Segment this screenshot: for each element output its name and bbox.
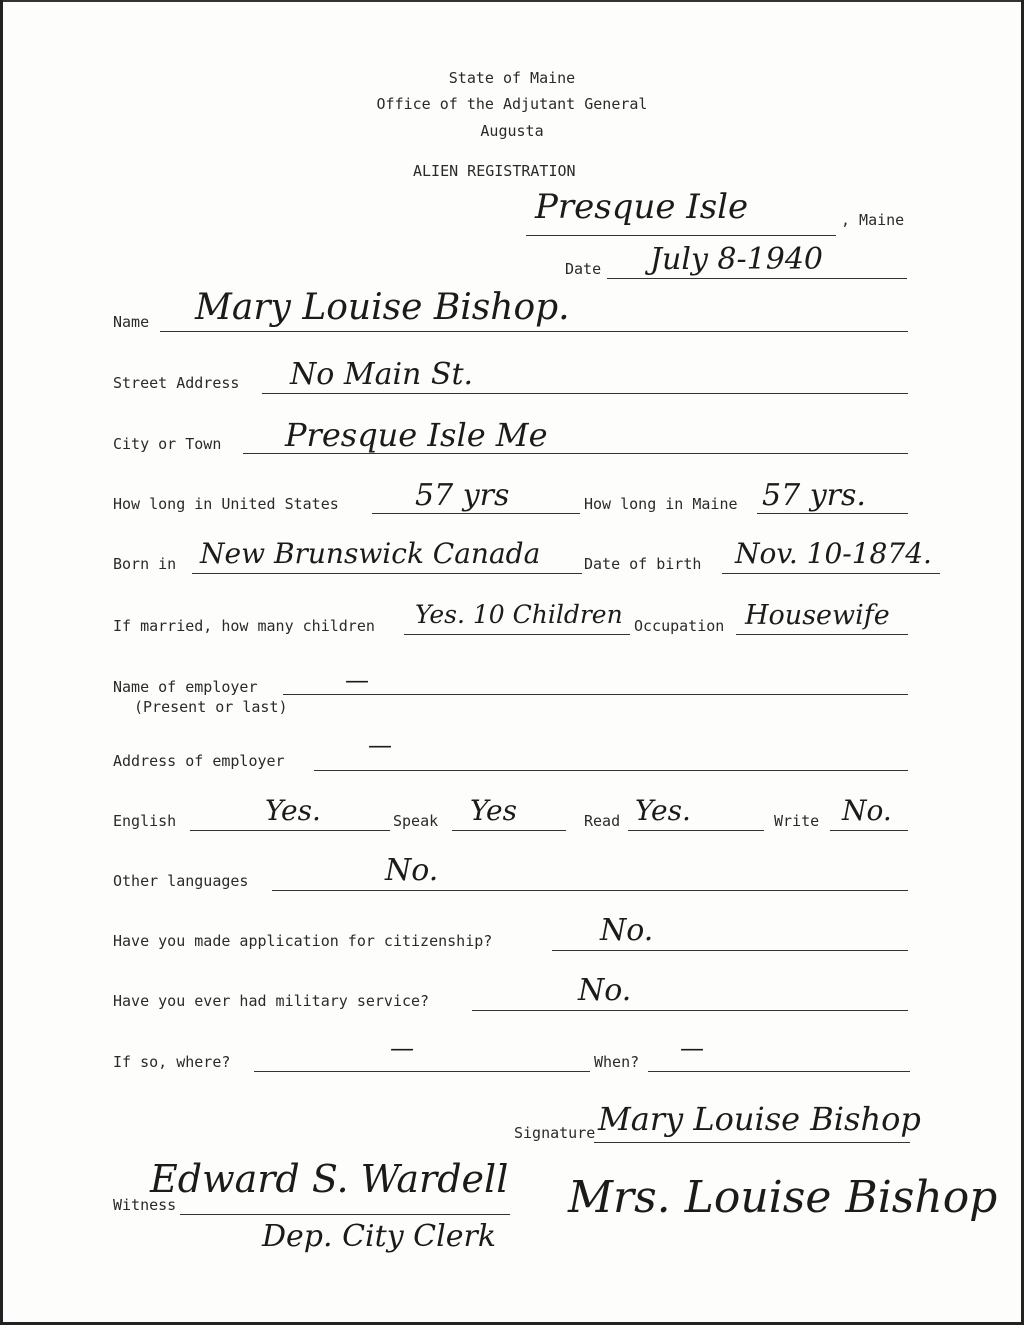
signature-line (594, 1142, 910, 1143)
citizenship-label: Have you made application for citizenship? (113, 932, 493, 950)
signature-value: Mary Louise Bishop (598, 1100, 921, 1138)
occupation-line (736, 634, 908, 635)
other-languages-line (272, 890, 908, 891)
date-value: July 8-1940 (650, 242, 823, 277)
how-long-us-line (372, 513, 580, 514)
citizenship-value: No. (600, 913, 654, 948)
write-value: No. (842, 794, 892, 827)
witness-label: Witness (113, 1196, 177, 1214)
street-address-value: No Main St. (290, 357, 474, 392)
name-label: Name (113, 313, 150, 331)
english-value: Yes. (265, 794, 321, 827)
english-label: English (113, 812, 177, 830)
employer-sublabel: (Present or last) (134, 698, 288, 716)
born-in-line (192, 573, 582, 574)
employer-value: — (345, 666, 369, 694)
born-in-label: Born in (113, 555, 177, 573)
speak-label: Speak (393, 812, 439, 830)
city-label: City or Town (113, 435, 222, 453)
city-value: Presque Isle Me (285, 416, 548, 454)
town-value: Presque Isle (535, 187, 749, 227)
where-line (254, 1071, 590, 1072)
military-value: No. (578, 973, 632, 1008)
date-line (607, 278, 907, 279)
where-value: — (390, 1034, 414, 1062)
employer-address-value: — (368, 731, 392, 759)
date-of-birth-line (722, 573, 940, 574)
read-value: Yes. (635, 794, 691, 827)
header-state: State of Maine (448, 69, 576, 87)
speak-line (452, 830, 566, 831)
children-value: Yes. 10 Children (415, 600, 623, 629)
how-long-maine-value: 57 yrs. (762, 478, 866, 513)
write-label: Write (774, 812, 820, 830)
other-languages-label: Other languages (113, 872, 249, 890)
signature-label: Signature (514, 1124, 596, 1142)
children-line (404, 634, 630, 635)
read-line (628, 830, 764, 831)
military-label: Have you ever had military service? (113, 992, 430, 1010)
citizenship-line (552, 950, 908, 951)
date-label: Date (565, 260, 602, 278)
write-line (830, 830, 908, 831)
header-office: Office of the Adjutant General (376, 95, 648, 113)
street-address-line (262, 393, 908, 394)
town-line (526, 235, 836, 236)
header-city: Augusta (480, 122, 544, 140)
military-line (472, 1010, 908, 1011)
when-value: — (680, 1034, 704, 1062)
name-value: Mary Louise Bishop. (195, 287, 570, 328)
scan-border-top (0, 0, 1024, 2)
speak-value: Yes (470, 794, 517, 827)
born-in-value: New Brunswick Canada (200, 537, 541, 570)
witness-line (180, 1214, 510, 1215)
employer-label: Name of employer (113, 678, 258, 696)
how-long-maine-line (757, 513, 908, 514)
when-label: When? (594, 1053, 640, 1071)
how-long-us-label: How long in United States (113, 495, 339, 513)
employer-address-line (314, 770, 908, 771)
how-long-maine-label: How long in Maine (584, 495, 738, 513)
city-line (243, 453, 908, 454)
form-title: ALIEN REGISTRATION (413, 162, 576, 180)
read-label: Read (584, 812, 621, 830)
when-line (648, 1071, 910, 1072)
other-languages-value: No. (385, 853, 439, 888)
witness-name-value: Edward S. Wardell (150, 1157, 509, 1201)
street-address-label: Street Address (113, 374, 240, 392)
employer-address-label: Address of employer (113, 752, 285, 770)
maine-label: , Maine (841, 211, 905, 229)
date-of-birth-label: Date of birth (584, 555, 702, 573)
occupation-label: Occupation (634, 617, 725, 635)
employer-line (283, 694, 908, 695)
how-long-us-value: 57 yrs (415, 478, 510, 513)
name-line (160, 331, 908, 332)
where-label: If so, where? (113, 1053, 231, 1071)
scan-border-left (0, 0, 3, 1325)
second-signature-value: Mrs. Louise Bishop (568, 1172, 998, 1223)
english-line (190, 830, 390, 831)
witness-title-value: Dep. City Clerk (262, 1219, 496, 1254)
children-label: If married, how many children (113, 617, 375, 635)
date-of-birth-value: Nov. 10-1874. (735, 537, 932, 570)
occupation-value: Housewife (745, 600, 890, 631)
